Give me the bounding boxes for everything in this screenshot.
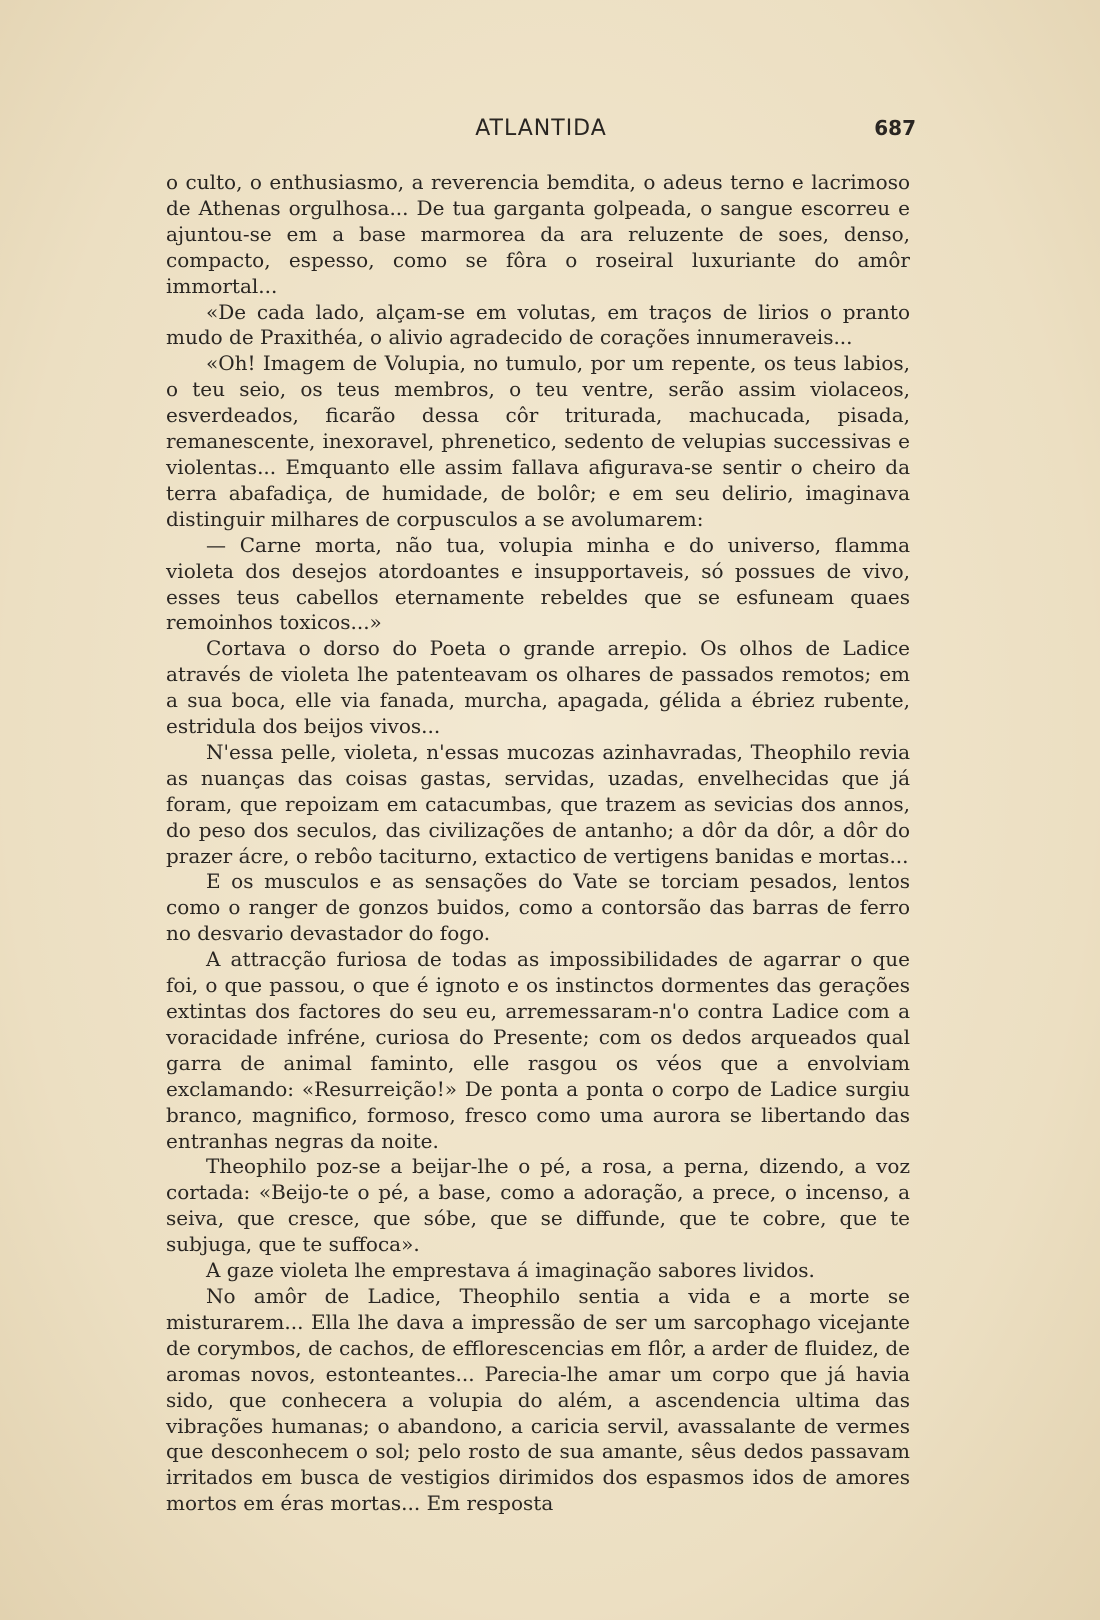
paragraph: E os musculos e as sensações do Vate se torciam pesados, lentos como o ranger de gonzos buidos, como a contorsão das barras de ferro no desvario devastador do fogo. [166,869,910,946]
body-text [166,170,910,1517]
paragraph: o culto, o enthusiasmo, a reverencia bemdita, o adeus terno e lacrimoso de Athenas orgulhosa... De tua garganta golpeada, o sangue escorreu e ajuntou-se em a base marmorea da ara reluzente de soes, denso, compacto, espesso, como se fôra o roseiral luxuriante do amôr immortal... [166,170,910,298]
paragraph: «De cada lado, alçam-se em volutas, em traços de lirios o pranto mudo de Praxithéa, o alivio agradecido de corações innumeraveis... [166,299,910,350]
paragraph: A attracção furiosa de todas as impossibilidades de agarrar o que foi, o que passou, o que é ignoto e os instinctos dormentes das gerações extintas dos factores do seu eu, arremessaram-n'o contra Ladice com a voracidade infréne, curiosa do Presente; com os dedos arqueados qual garra de animal faminto, elle rasgou os véos que a envolviam exclamando: «Resurreição!» De ponta a ponta o corpo de Ladice surgiu branco, magnifico, formoso, fresco como uma aurora se libertando das entranhas negras da noite. [166,947,910,1153]
paragraph: Cortava o dorso do Poeta o grande arrepio. Os olhos de Ladice através de violeta lhe patenteavam os olhares de passados remotos; em a sua boca, elle via fanada, murcha, apagada, gélida a ébriez rubente, estridula dos beijos vivos... [166,636,910,739]
paragraph: Theophilo poz-se a beijar-lhe o pé, a rosa, a perna, dizendo, a voz cortada: «Beijo-te o pé, a base, como a adoração, a prece, o incenso, a seiva, que cresce, que sóbe, que se diffunde, que te cobre, que te subjuga, que te suffoca». [166,1154,910,1257]
page-number: 687 [874,116,916,140]
paragraph: No amôr de Ladice, Theophilo sentia a vida e a morte se misturarem... Ella lhe dava a impressão de ser um sarcophago vicejante de corymbos, de cachos, de efflorescencias em flôr, a arder de fluidez, de aromas novos, estonteantes... Parecia-lhe amar um corpo que já havia sido, que conhecera a volupia do além, a ascendencia ultima das vibrações humanas; o abandono, a caricia servil, avassalante de vermes que desconhecem o sol; pelo rosto de sua amante, sêus dedos passavam irritados em busca de vestigios dirimidos dos espasmos idos de amores mortos em éras mortas... Em resposta [166,1283,910,1516]
running-title: ATLANTIDA [475,116,607,141]
paragraph: «Oh! Imagem de Volupia, no tumulo, por um repente, os teus labios, o teu seio, os teus membros, o teu ventre, serão assim violaceos, esverdeados, ficarão dessa côr triturada, machucada, pisada, remanescente, inexoravel, phrenetico, sedento de velupias successivas e violentas... Emquanto elle assim fallava afigurava-se sentir o cheiro da terra abafadiça, de humidade, de bolôr; e em seu delirio, imaginava distinguir milhares de corpusculos a se avolumarem: [166,351,910,531]
paragraph: — Carne morta, não tua, volupia minha e do universo, flamma violeta dos desejos atordoantes e insupportaveis, só possues de vivo, esses teus cabellos eternamente rebeldes que se esfuneam quaes remoinhos toxicos...» [166,532,910,635]
paragraph: A gaze violeta lhe emprestava á imaginação sabores lividos. [206,1258,815,1283]
page-header [166,112,916,146]
paragraph: N'essa pelle, violeta, n'essas mucozas azinhavradas, Theophilo revia as nuanças das coisas gastas, servidas, uzadas, envelhecidas que já foram, que repoizam em catacumbas, que trazem as sevicias dos annos, do peso dos seculos, das civilizações de antanho; a dôr da dôr, a dôr do prazer ácre, o rebôo taciturno, extactico de vertigens banidas e mortas... [166,739,910,868]
